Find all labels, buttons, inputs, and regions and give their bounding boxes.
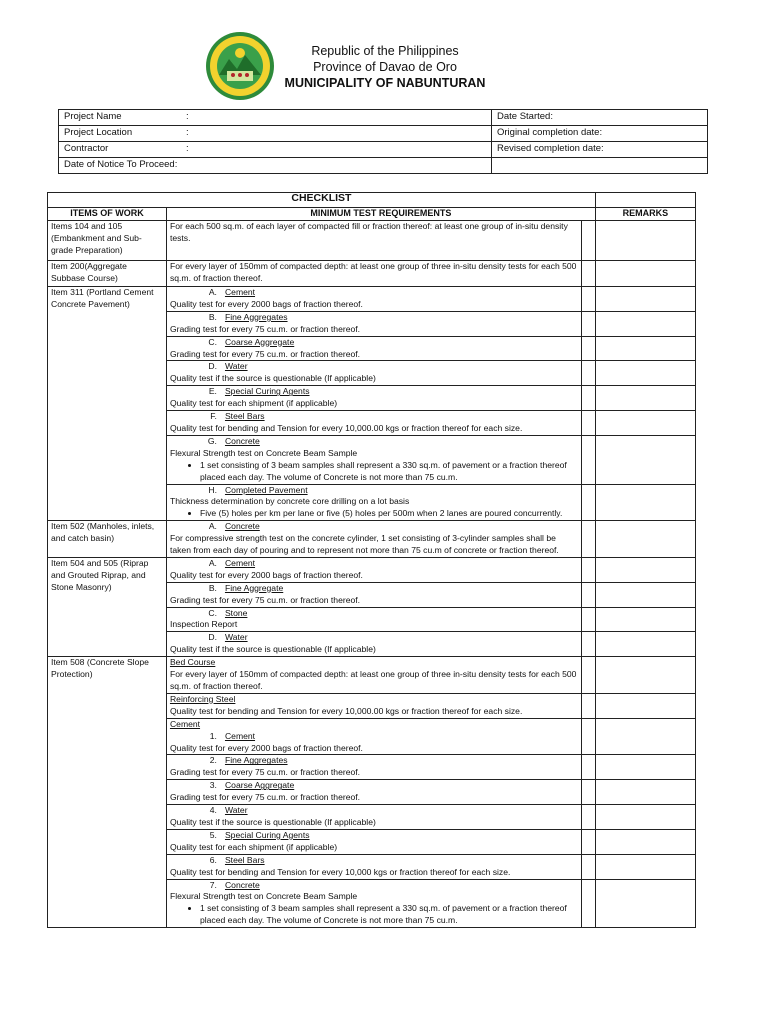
check-box[interactable] xyxy=(582,287,596,312)
item-311-b: B. Fine Aggregates Grading test for every 75 cu.m. or fraction thereof. xyxy=(166,311,581,336)
contractor-label: Contractor xyxy=(59,142,182,158)
item-104-req: For each 500 sq.m. of each layer of compacted fill or fraction thereof: at least one group of in-situ density tests. xyxy=(166,221,581,261)
item-502-label: Item 502 (Manholes, inlets, and catch basin) xyxy=(48,521,167,558)
check-box[interactable] xyxy=(582,411,596,436)
remarks-cell[interactable] xyxy=(595,386,695,411)
header-province: Province of Davao de Oro xyxy=(313,60,457,74)
item-504-b: B. Fine Aggregate Grading test for every 75 cu.m. or fraction thereof. xyxy=(166,582,581,607)
contractor-field[interactable]: : xyxy=(181,142,492,158)
checklist-title: CHECKLIST xyxy=(48,193,596,208)
item-504-label: Item 504 and 505 (Riprap and Grouted Riprap, and Stone Masonry) xyxy=(48,557,167,656)
remarks-cell[interactable] xyxy=(595,557,695,582)
remarks-cell[interactable] xyxy=(595,311,695,336)
check-box[interactable] xyxy=(582,484,596,521)
check-box[interactable] xyxy=(582,879,596,928)
item-504-c: C. Stone Inspection Report xyxy=(166,607,581,632)
remarks-cell[interactable] xyxy=(595,521,695,558)
item-311-c: C. Coarse Aggregate Grading test for every 75 cu.m. or fraction thereof. xyxy=(166,336,581,361)
check-box[interactable] xyxy=(582,582,596,607)
check-box[interactable] xyxy=(582,361,596,386)
project-location-field[interactable]: : xyxy=(181,126,492,142)
remarks-cell[interactable] xyxy=(595,582,695,607)
check-box[interactable] xyxy=(582,221,596,261)
check-box[interactable] xyxy=(582,311,596,336)
check-box[interactable] xyxy=(582,693,596,718)
project-location-label: Project Location xyxy=(59,126,182,142)
item-504-d: D. Water Quality test if the source is questionable (If applicable) xyxy=(166,632,581,657)
ntp-blank-cell[interactable] xyxy=(492,158,708,174)
header-republic: Republic of the Philippines xyxy=(311,44,459,58)
check-box[interactable] xyxy=(582,718,596,755)
title-blank-cell xyxy=(595,193,695,208)
remarks-cell[interactable] xyxy=(595,336,695,361)
item-311-g: G. Concrete Flexural Strength test on Concrete Beam Sample • 1 set consisting of 3 beam samples shall represent a 330 sq.m. of pavement or a fraction thereof placed each day. The volume of Concrete is not more than 75 cu.m. xyxy=(166,435,581,484)
remarks-cell[interactable] xyxy=(595,632,695,657)
revised-completion-field[interactable]: Revised completion date: xyxy=(492,142,708,158)
item-311-f: F. Steel Bars Quality test for bending and Tension for every 10,000.00 kgs or fraction thereof for each size. xyxy=(166,411,581,436)
item-504-a: A. Cement Quality test for every 2000 bags of fraction thereof. xyxy=(166,557,581,582)
checklist-table xyxy=(47,192,696,928)
item-508-n3: 3. Coarse Aggregate Grading test for every 75 cu.m. or fraction thereof. xyxy=(166,780,581,805)
bullet-item: • Five (5) holes per km per lane or five (5) holes per 500m when 2 lanes are poured concurrently. xyxy=(200,508,578,520)
item-311-a: A. Cement Quality test for every 2000 bags of fraction thereof. xyxy=(166,287,581,312)
remarks-cell[interactable] xyxy=(595,780,695,805)
item-508-bed-course: Bed Course For every layer of 150mm of compacted depth: at least one group of three in-situ density tests for each 500 sq.m. of fraction thereof. xyxy=(166,657,581,694)
check-box[interactable] xyxy=(582,657,596,694)
ntp-date-field[interactable]: Date of Notice To Proceed: xyxy=(59,158,492,174)
item-508-n7: 7. Concrete Flexural Strength test on Concrete Beam Sample • 1 set consisting of 3 beam samples shall represent a 330 sq.m. of pavement or a fraction thereof placed each day. The volume of Concrete is not more than 75 cu.m. xyxy=(166,879,581,928)
check-box[interactable] xyxy=(582,829,596,854)
col-min-header: MINIMUM TEST REQUIREMENTS xyxy=(166,208,595,221)
item-311-label: Item 311 (Portland Cement Concrete Pavement) xyxy=(48,287,167,521)
remarks-cell[interactable] xyxy=(595,221,695,261)
remarks-cell[interactable] xyxy=(595,411,695,436)
item-508-n2: 2. Fine Aggregates Grading test for every 75 cu.m. or fraction thereof. xyxy=(166,755,581,780)
project-name-field[interactable]: : xyxy=(181,110,492,126)
remarks-cell[interactable] xyxy=(595,718,695,755)
item-508-n1: Cement 1. Cement Quality test for every 2000 bags of fraction thereof. xyxy=(166,718,581,755)
check-box[interactable] xyxy=(582,521,596,558)
item-508-label: Item 508 (Concrete Slope Protection) xyxy=(48,657,167,928)
remarks-cell[interactable] xyxy=(595,755,695,780)
item-200-req: For every layer of 150mm of compacted depth: at least one group of three in-situ density tests for each 500 sq.m. of fraction thereof. xyxy=(166,261,581,287)
item-508-n6: 6. Steel Bars Quality test for bending and Tension for every 10,000 kgs or fraction thereof for each size. xyxy=(166,854,581,879)
item-311-d: D. Water Quality test if the source is questionable (If applicable) xyxy=(166,361,581,386)
remarks-cell[interactable] xyxy=(595,435,695,484)
remarks-cell[interactable] xyxy=(595,361,695,386)
remarks-cell[interactable] xyxy=(595,657,695,694)
col-remarks-header: REMARKS xyxy=(595,208,695,221)
check-box[interactable] xyxy=(582,435,596,484)
remarks-cell[interactable] xyxy=(595,879,695,928)
bullet-item: • 1 set consisting of 3 beam samples shall represent a 330 sq.m. of pavement or a fraction thereof placed each day. The volume of Concrete is not more than 75 cu.m. xyxy=(200,460,578,484)
item-200-label: Item 200(Aggregate Subbase Course) xyxy=(48,261,167,287)
check-box[interactable] xyxy=(582,557,596,582)
check-box[interactable] xyxy=(582,854,596,879)
remarks-cell[interactable] xyxy=(595,607,695,632)
check-box[interactable] xyxy=(582,607,596,632)
col-items-header: ITEMS OF WORK xyxy=(48,208,167,221)
item-508-n5: 5. Special Curing Agents Quality test for each shipment (if applicable) xyxy=(166,829,581,854)
item-508-reinforcing-steel: Reinforcing Steel Quality test for bending and Tension for every 10,000.00 kgs or fraction thereof for each size. xyxy=(166,693,581,718)
remarks-cell[interactable] xyxy=(595,805,695,830)
project-name-label: Project Name xyxy=(59,110,182,126)
item-104-label: Items 104 and 105 (Embankment and Sub-grade Preparation) xyxy=(48,221,167,261)
remarks-cell[interactable] xyxy=(595,287,695,312)
header-municipality: MUNICIPALITY OF NABUNTURAN xyxy=(284,76,486,90)
item-311-h: H. Completed Pavement Thickness determination by concrete core drilling on a lot basis • Five (5) holes per km per lane or five (5) holes per 500m when 2 lanes are poured concurrently. xyxy=(166,484,581,521)
remarks-cell[interactable] xyxy=(595,484,695,521)
check-box[interactable] xyxy=(582,336,596,361)
date-started-field[interactable]: Date Started: xyxy=(492,110,708,126)
remarks-cell[interactable] xyxy=(595,261,695,287)
remarks-cell[interactable] xyxy=(595,693,695,718)
item-502-a: A. Concrete For compressive strength test on the concrete cylinder, 1 set consisting of 3-cylinder samples shall be taken from each day of pouring and to represent not more than 75 cu.m of concrete or fraction thereof. xyxy=(166,521,581,558)
check-box[interactable] xyxy=(582,632,596,657)
check-box[interactable] xyxy=(582,805,596,830)
original-completion-field[interactable]: Original completion date: xyxy=(492,126,708,142)
check-box[interactable] xyxy=(582,780,596,805)
check-box[interactable] xyxy=(582,755,596,780)
project-info-table xyxy=(58,109,708,174)
item-508-n4: 4. Water Quality test if the source is questionable (If applicable) xyxy=(166,805,581,830)
remarks-cell[interactable] xyxy=(595,854,695,879)
check-box[interactable] xyxy=(582,261,596,287)
item-311-e: E. Special Curing Agents Quality test for each shipment (if applicable) xyxy=(166,386,581,411)
remarks-cell[interactable] xyxy=(595,829,695,854)
check-box[interactable] xyxy=(582,386,596,411)
bullet-item: • 1 set consisting of 3 beam samples shall represent a 330 sq.m. of pavement or a fraction thereof placed each day. The volume of Concrete is not more than 75 cu.m. xyxy=(200,903,578,927)
